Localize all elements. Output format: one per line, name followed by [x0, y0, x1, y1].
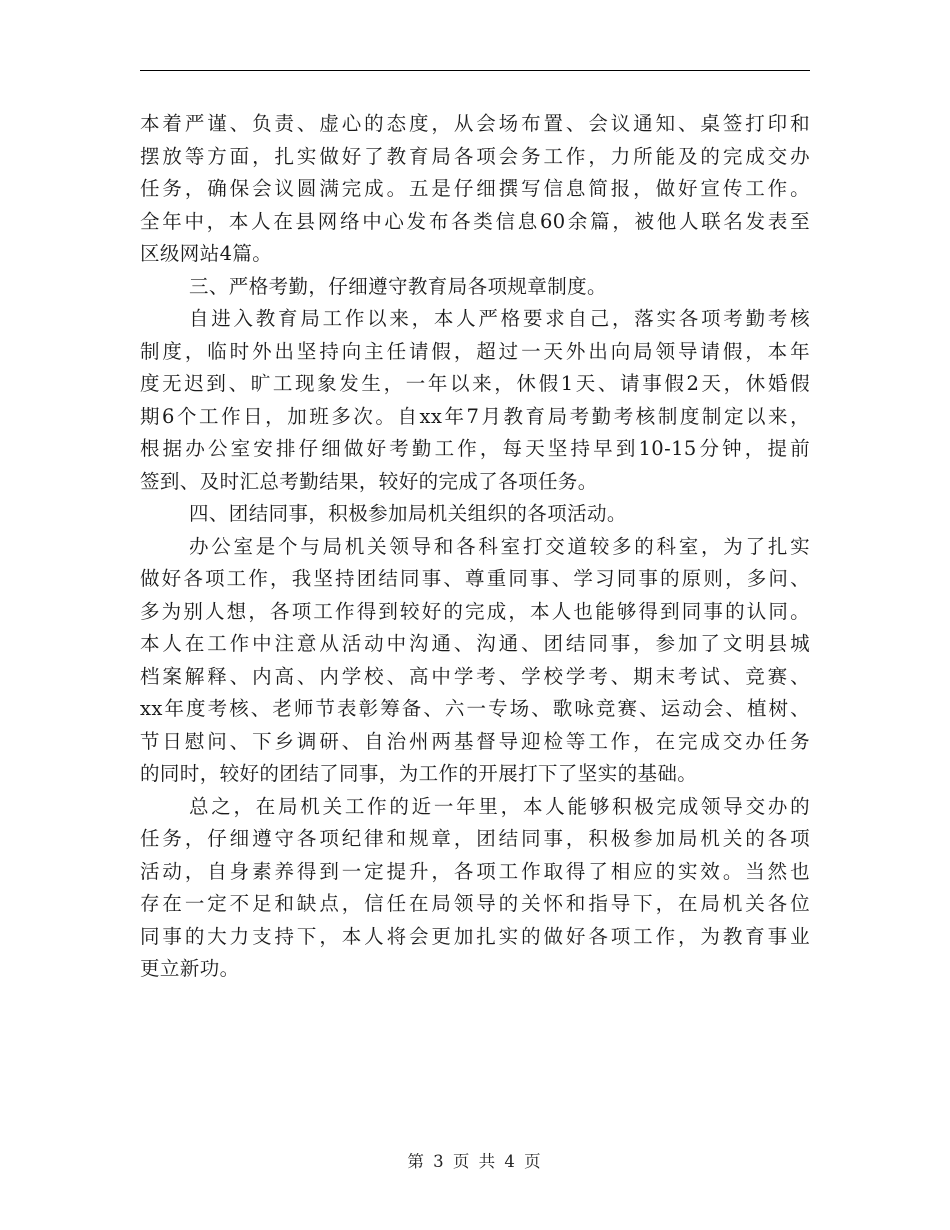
text-line: xx年度考核、老师节表彰筹备、六一专场、歌咏竞赛、运动会、植树、 [140, 697, 810, 720]
document-body [140, 108, 810, 986]
text-line: 本着严谨、负责、虚心的态度，从会场布置、会议通知、桌签打印和 [140, 112, 810, 135]
text-line: 本人在工作中注意从活动中沟通、沟通、团结同事，参加了文明县城 [140, 632, 810, 655]
text-line: 同事的大力支持下，本人将会更加扎实的做好各项工作，为教育事业 [140, 924, 810, 948]
text-line: 节日慰问、下乡调研、自治州两基督导迎检等工作，在完成交办任务 [140, 729, 810, 753]
text-line: 自进入教育局工作以来，本人严格要求自己，落实各项考勤考核 [189, 307, 810, 330]
text-line: 全年中，本人在县网络中心发布各类信息60余篇，被他人联名发表至 [140, 209, 810, 233]
text-line: 摆放等方面，扎实做好了教育局各项会务工作，力所能及的完成交办 [140, 144, 810, 168]
text-line: 办公室是个与局机关领导和各科室打交道较多的科室，为了扎实 [189, 534, 810, 558]
text-line: 区级网站4篇。 [140, 242, 273, 265]
text-line: 多为别人想，各项工作得到较好的完成，本人也能够得到同事的认同。 [140, 599, 810, 623]
text-line: 更立新功。 [140, 957, 240, 980]
text-line: 根据办公室安排仔细做好考勤工作，每天坚持早到10-15分钟，提前 [140, 437, 810, 460]
text-line: 期6个工作日，加班多次。自xx年7月教育局考勤考核制度制定以来， [140, 404, 810, 428]
text-line: 任务，确保会议圆满完成。五是仔细撰写信息简报，做好宣传工作。 [140, 177, 810, 200]
text-line: 的同时，较好的团结了同事，为工作的开展打下了坚实的基础。 [140, 762, 698, 785]
section-heading: 三、严格考勤，仔细遵守教育局各项规章制度。 [189, 274, 607, 298]
page-number: 第 3 页 共 4 页 [407, 1152, 543, 1171]
text-line: 档案解释、内高、内学校、高中学考、学校学考、期末考试、竞赛、 [140, 664, 810, 688]
text-line: 总之，在局机关工作的近一年里，本人能够积极完成领导交办的 [189, 794, 810, 818]
text-line: 任务，仔细遵守各项纪律和规章，团结同事，积极参加局机关的各项 [140, 827, 810, 850]
text-line: 度无迟到、旷工现象发生，一年以来，休假1天、请事假2天，休婚假 [140, 372, 810, 395]
section-heading: 四、团结同事，积极参加局机关组织的各项活动。 [189, 502, 627, 525]
text-line: 活动，自身素养得到一定提升，各项工作取得了相应的实效。当然也 [140, 859, 810, 883]
header-rule [140, 70, 810, 71]
text-line: 做好各项工作，我坚持团结同事、尊重同事、学习同事的原则，多问、 [140, 567, 810, 590]
text-line: 签到、及时汇总考勤结果，较好的完成了各项任务。 [140, 469, 598, 493]
text-line: 制度，临时外出坚持向主任请假，超过一天外出向局领导请假，本年 [140, 339, 810, 363]
text-line: 存在一定不足和缺点，信任在局领导的关怀和指导下，在局机关各位 [140, 892, 810, 915]
